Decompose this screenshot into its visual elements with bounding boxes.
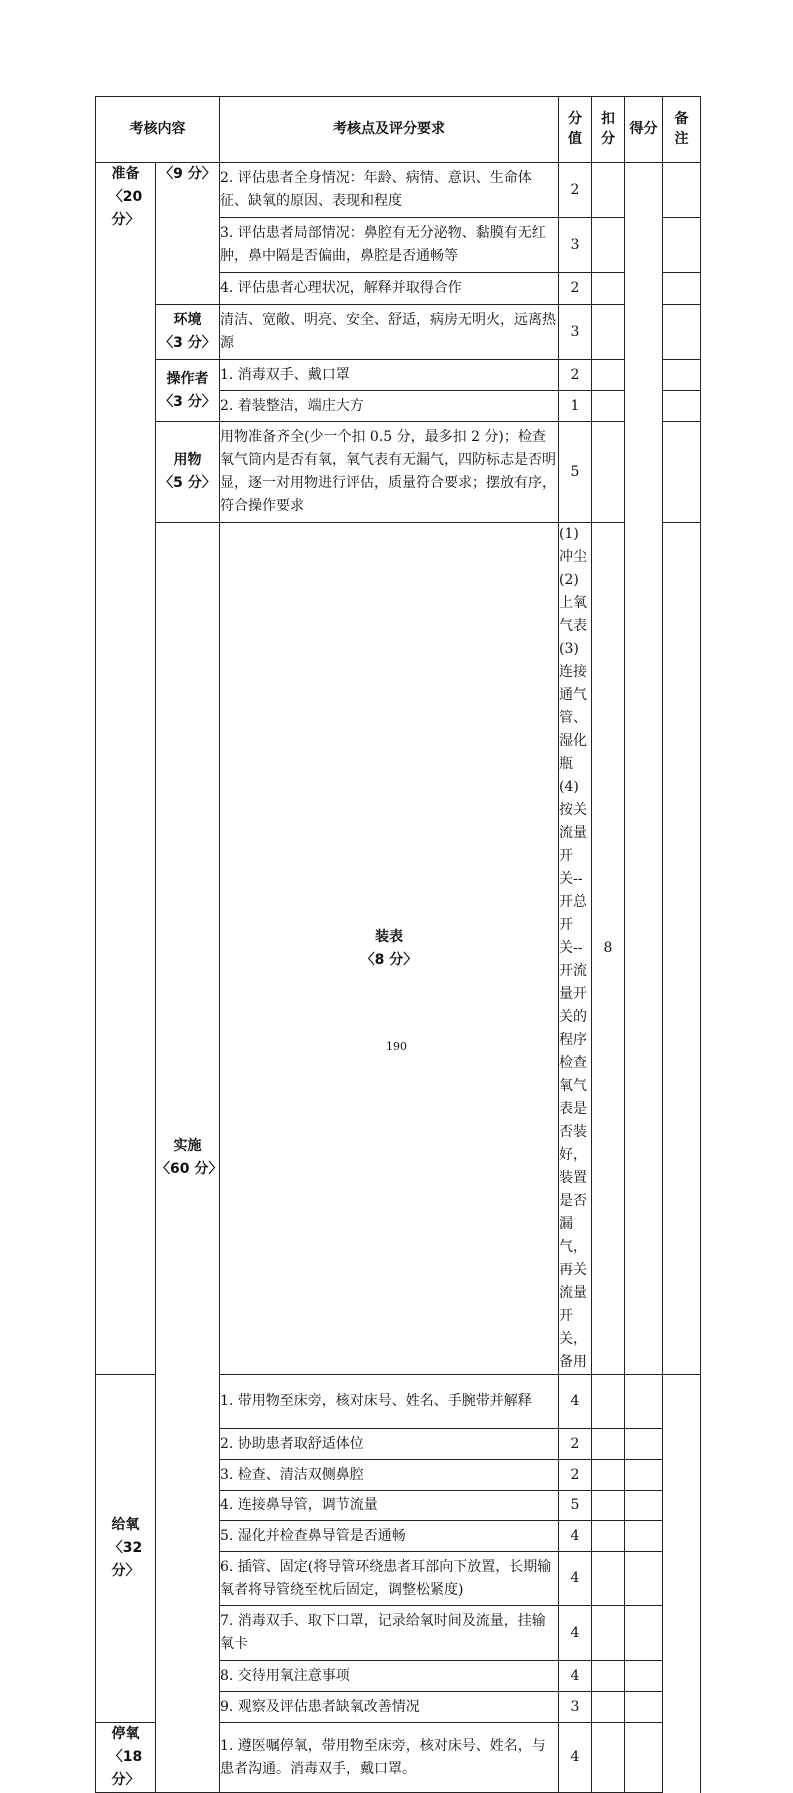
requirement-text: 2. 协助患者取舒适体位 xyxy=(220,1429,559,1460)
points-value: 4 xyxy=(559,1552,592,1606)
deduct-cell[interactable] xyxy=(592,1521,625,1552)
deduct-cell[interactable] xyxy=(592,360,625,391)
remark-cell[interactable] xyxy=(625,1661,663,1692)
header-row xyxy=(96,97,701,163)
remark-cell[interactable] xyxy=(625,1491,663,1521)
requirement-text: 1. 遵医嘱停氧，带用物至床旁，核对床号、姓名，与患者沟通。消毒双手，戴口罩。 xyxy=(220,1723,559,1793)
requirement-text: 1. 带用物至床旁，核对床号、姓名、手腕带并解释 xyxy=(220,1375,559,1429)
points-value: 2 xyxy=(559,1460,592,1491)
deduct-cell[interactable] xyxy=(592,1606,625,1661)
header-content: 考核内容 xyxy=(96,97,220,163)
section-prep: 准备〈20 分〉 xyxy=(96,163,156,1375)
remark-cell[interactable] xyxy=(663,218,701,273)
header-deduct: 扣分 xyxy=(592,97,625,163)
points-value: 4 xyxy=(559,1661,592,1692)
remark-cell[interactable] xyxy=(625,1606,663,1661)
requirement-text: 5. 湿化并检查鼻导管是否通畅 xyxy=(220,1521,559,1552)
subsection-environment: 环境 〈3 分〉 xyxy=(156,305,220,360)
header-requirements: 考核点及评分要求 xyxy=(220,97,559,163)
requirement-text: 1. 消毒双手、戴口罩 xyxy=(220,360,559,391)
table-row xyxy=(96,422,701,523)
points-value: 4 xyxy=(559,1723,592,1793)
remark-cell[interactable] xyxy=(625,1375,663,1429)
deduct-cell[interactable] xyxy=(663,523,701,1375)
header-remark: 备注 xyxy=(663,97,701,163)
points-value: 3 xyxy=(559,218,592,273)
subsection-oxygen: 给氧 〈32 分〉 xyxy=(96,1375,156,1723)
subsection-assess: 〈9 分〉 xyxy=(156,163,220,305)
subsection-install: 装表 〈8 分〉 xyxy=(220,523,559,1375)
points-value: 5 xyxy=(559,422,592,523)
remark-cell[interactable] xyxy=(663,305,701,360)
subsection-supplies: 用物 〈5 分〉 xyxy=(156,422,220,523)
deduct-cell[interactable] xyxy=(592,1661,625,1692)
requirement-text: 9. 观察及评估患者缺氧改善情况 xyxy=(220,1692,559,1723)
table-row xyxy=(96,163,701,218)
points-value: 5 xyxy=(559,1491,592,1521)
points-value: 4 xyxy=(559,1521,592,1552)
remark-cell[interactable] xyxy=(625,1552,663,1606)
requirement-text: 7. 消毒双手、取下口罩，记录给氧时间及流量，挂输氧卡 xyxy=(220,1606,559,1661)
obtained-cell[interactable] xyxy=(625,163,663,1375)
header-obtained: 得分 xyxy=(625,97,663,163)
points-value: 4 xyxy=(559,1375,592,1429)
points-value: 2 xyxy=(559,1429,592,1460)
deduct-cell[interactable] xyxy=(592,1460,625,1491)
points-value: 3 xyxy=(559,1692,592,1723)
deduct-cell[interactable] xyxy=(592,422,625,523)
table-row xyxy=(96,523,701,1375)
requirement-text: 8. 交待用氧注意事项 xyxy=(220,1661,559,1692)
header-score: 分值 xyxy=(559,97,592,163)
requirement-text: 3. 检查、清洁双侧鼻腔 xyxy=(220,1460,559,1491)
deduct-cell[interactable] xyxy=(592,1723,625,1793)
remark-cell[interactable] xyxy=(625,1692,663,1723)
deduct-cell[interactable] xyxy=(592,273,625,305)
deduct-cell[interactable] xyxy=(592,1375,625,1429)
remark-cell[interactable] xyxy=(663,273,701,305)
deduct-cell[interactable] xyxy=(592,1429,625,1460)
remark-cell[interactable] xyxy=(663,360,701,391)
deduct-cell[interactable] xyxy=(592,1692,625,1723)
subsection-operator: 操作者 〈3 分〉 xyxy=(156,360,220,422)
points-value: 4 xyxy=(559,1606,592,1661)
points-value: 8 xyxy=(592,523,625,1375)
points-value: 2 xyxy=(559,273,592,305)
points-value: 2 xyxy=(559,360,592,391)
remark-cell[interactable] xyxy=(625,1521,663,1552)
remark-cell[interactable] xyxy=(625,1429,663,1460)
remark-cell[interactable] xyxy=(625,1723,663,1793)
remark-cell[interactable] xyxy=(663,422,701,523)
points-value: 3 xyxy=(559,305,592,360)
requirement-text: 2. 评估患者全身情况：年龄、病情、意识、生命体征、缺氧的原因、表现和程度 xyxy=(220,163,559,218)
section-impl: 实施 〈60 分〉 xyxy=(156,523,220,1793)
deduct-cell[interactable] xyxy=(592,218,625,273)
deduct-cell[interactable] xyxy=(592,305,625,360)
deduct-cell[interactable] xyxy=(592,1552,625,1606)
deduct-cell[interactable] xyxy=(592,1491,625,1521)
deduct-cell[interactable] xyxy=(592,391,625,422)
requirement-text: (1)冲尘(2)上氧气表(3)连接通气管、湿化瓶(4)按关流量开关--开总开关--开流量开关的程序检查氧气表是否装好，装置是否漏气，再关流量开关，备用 xyxy=(559,523,592,1375)
requirement-text: 4. 连接鼻导管，调节流量 xyxy=(220,1491,559,1521)
deduct-cell[interactable] xyxy=(592,163,625,218)
requirement-text: 4. 评估患者心理状况，解释并取得合作 xyxy=(220,273,559,305)
remark-cell[interactable] xyxy=(663,391,701,422)
subsection-stop: 停氧 〈18 分〉 xyxy=(96,1723,156,1793)
remark-cell[interactable] xyxy=(663,163,701,218)
requirement-text: 2. 着装整洁，端庄大方 xyxy=(220,391,559,422)
requirement-text: 用物准备齐全(少一个扣 0.5 分，最多扣 2 分)；检查氧气筒内是否有氧，氧气表有无漏气，四防标志是否明显，逐一对用物进行评估，质量符合要求；摆放有序，符合操作要求 xyxy=(220,422,559,523)
table-row xyxy=(96,360,701,391)
page-number: 190 xyxy=(386,1040,407,1053)
table-row xyxy=(96,305,701,360)
scoring-table xyxy=(95,96,701,1793)
remark-cell[interactable] xyxy=(625,1460,663,1491)
requirement-text: 6. 插管、固定(将导管环绕患者耳部向下放置，长期输氧者将导管绕至枕后固定，调整松紧度) xyxy=(220,1552,559,1606)
requirement-text: 3. 评估患者局部情况：鼻腔有无分泌物、黏膜有无红肿，鼻中隔是否偏曲，鼻腔是否通畅等 xyxy=(220,218,559,273)
requirement-text: 清洁、宽敞、明亮、安全、舒适，病房无明火，远离热源 xyxy=(220,305,559,360)
points-value: 1 xyxy=(559,391,592,422)
points-value: 2 xyxy=(559,163,592,218)
